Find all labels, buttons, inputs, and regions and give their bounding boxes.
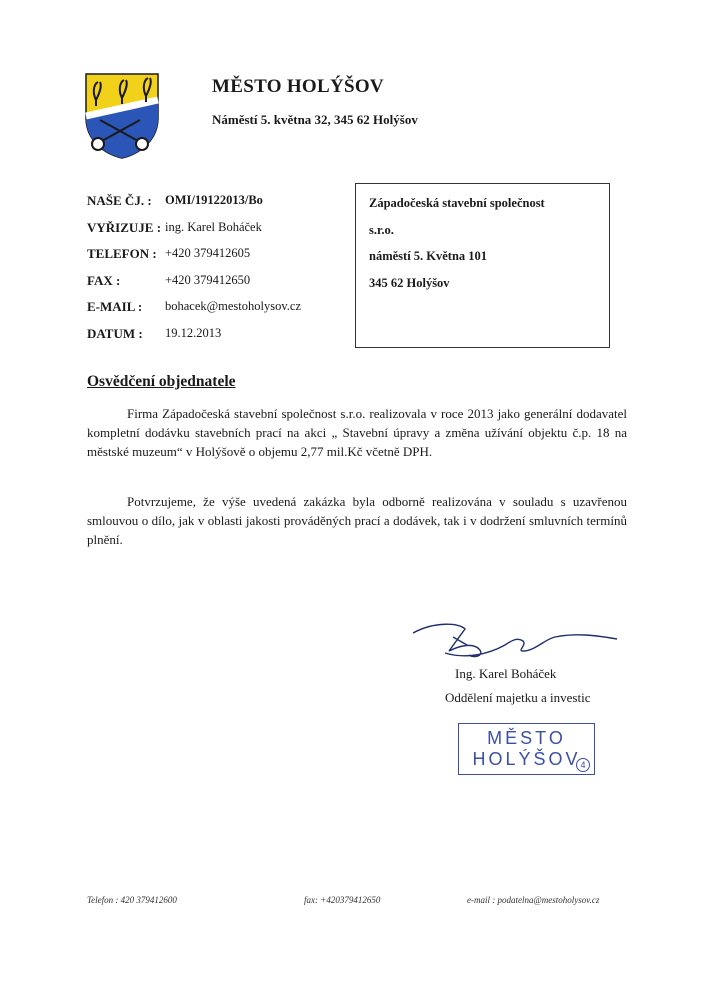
reference-block — [87, 193, 337, 352]
meta-row-reference — [87, 193, 337, 220]
organization-name: MĚSTO HOLÝŠOV — [212, 76, 384, 97]
recipient-line: Západočeská stavební společnost — [369, 196, 545, 210]
meta-value: +420 379412650 — [165, 272, 251, 287]
letter-heading: Osvědčení objednatele — [87, 373, 236, 390]
meta-value: ing. Karel Boháček — [165, 219, 262, 234]
recipient-line: 345 62 Holýšov — [369, 275, 450, 290]
signer-department: Oddělení majetku a investic — [445, 690, 591, 705]
paragraph-text: Potvrzujeme, že výše uvedená zakázka byla odborně realizována v souladu s uzavřenou smlouvou o dílo, jak v oblasti jakosti prováděných prací a dodávek, tak i v dodržení smluvních termínů plnění. — [87, 494, 627, 547]
meta-label: NAŠE ČJ. : — [87, 193, 152, 208]
paragraph-text: Firma Západočeská stavební společnost s.r.o. realizovala v roce 2013 jako generální dodavatel kompletní dodávku stavebních prací na akci „ Stavební úpravy a změna užívání objektu č.p. 18 na městské muzeum“ v Holýšově o objemu 2,77 mil.Kč včetně DPH. — [87, 406, 627, 459]
footer-email: e-mail : podatelna@mestoholysov.cz — [467, 895, 600, 905]
meta-value: +420 379412605 — [165, 246, 251, 260]
handwritten-signature — [405, 615, 620, 665]
stamp-line: MĚSTO — [487, 728, 566, 748]
stamp-number: 4 — [576, 758, 590, 772]
coat-of-arms-icon — [82, 70, 162, 160]
meta-label: E-MAIL : — [87, 299, 143, 314]
meta-label: FAX : — [87, 272, 121, 288]
meta-label: VYŘIZUJE : — [87, 219, 162, 235]
meta-value: bohacek@mestoholysov.cz — [165, 299, 302, 313]
meta-value: 19.12.2013 — [165, 325, 222, 340]
paragraph — [87, 404, 627, 461]
meta-label: TELEFON : — [87, 246, 157, 261]
signer-name: Ing. Karel Boháček — [455, 666, 557, 681]
meta-value: OMI/19122013/Bo — [165, 193, 263, 207]
footer-fax: fax: +420379412650 — [304, 895, 381, 905]
footer-phone: Telefon : 420 379412600 — [87, 895, 177, 905]
official-stamp — [458, 723, 595, 775]
stamp-line: HOLÝŠOV — [472, 749, 581, 769]
meta-row-phone — [87, 246, 337, 273]
organization-address: Náměstí 5. května 32, 345 62 Holýšov — [212, 112, 418, 127]
meta-row-date — [87, 326, 337, 353]
meta-label: DATUM : — [87, 325, 143, 341]
meta-row-fax — [87, 273, 337, 300]
recipient-line: s.r.o. — [369, 222, 394, 237]
paragraph — [87, 492, 627, 549]
recipient-line: náměstí 5. Května 101 — [369, 249, 488, 263]
recipient-address-box — [355, 183, 610, 348]
meta-row-handler — [87, 220, 337, 247]
meta-row-email — [87, 299, 337, 326]
